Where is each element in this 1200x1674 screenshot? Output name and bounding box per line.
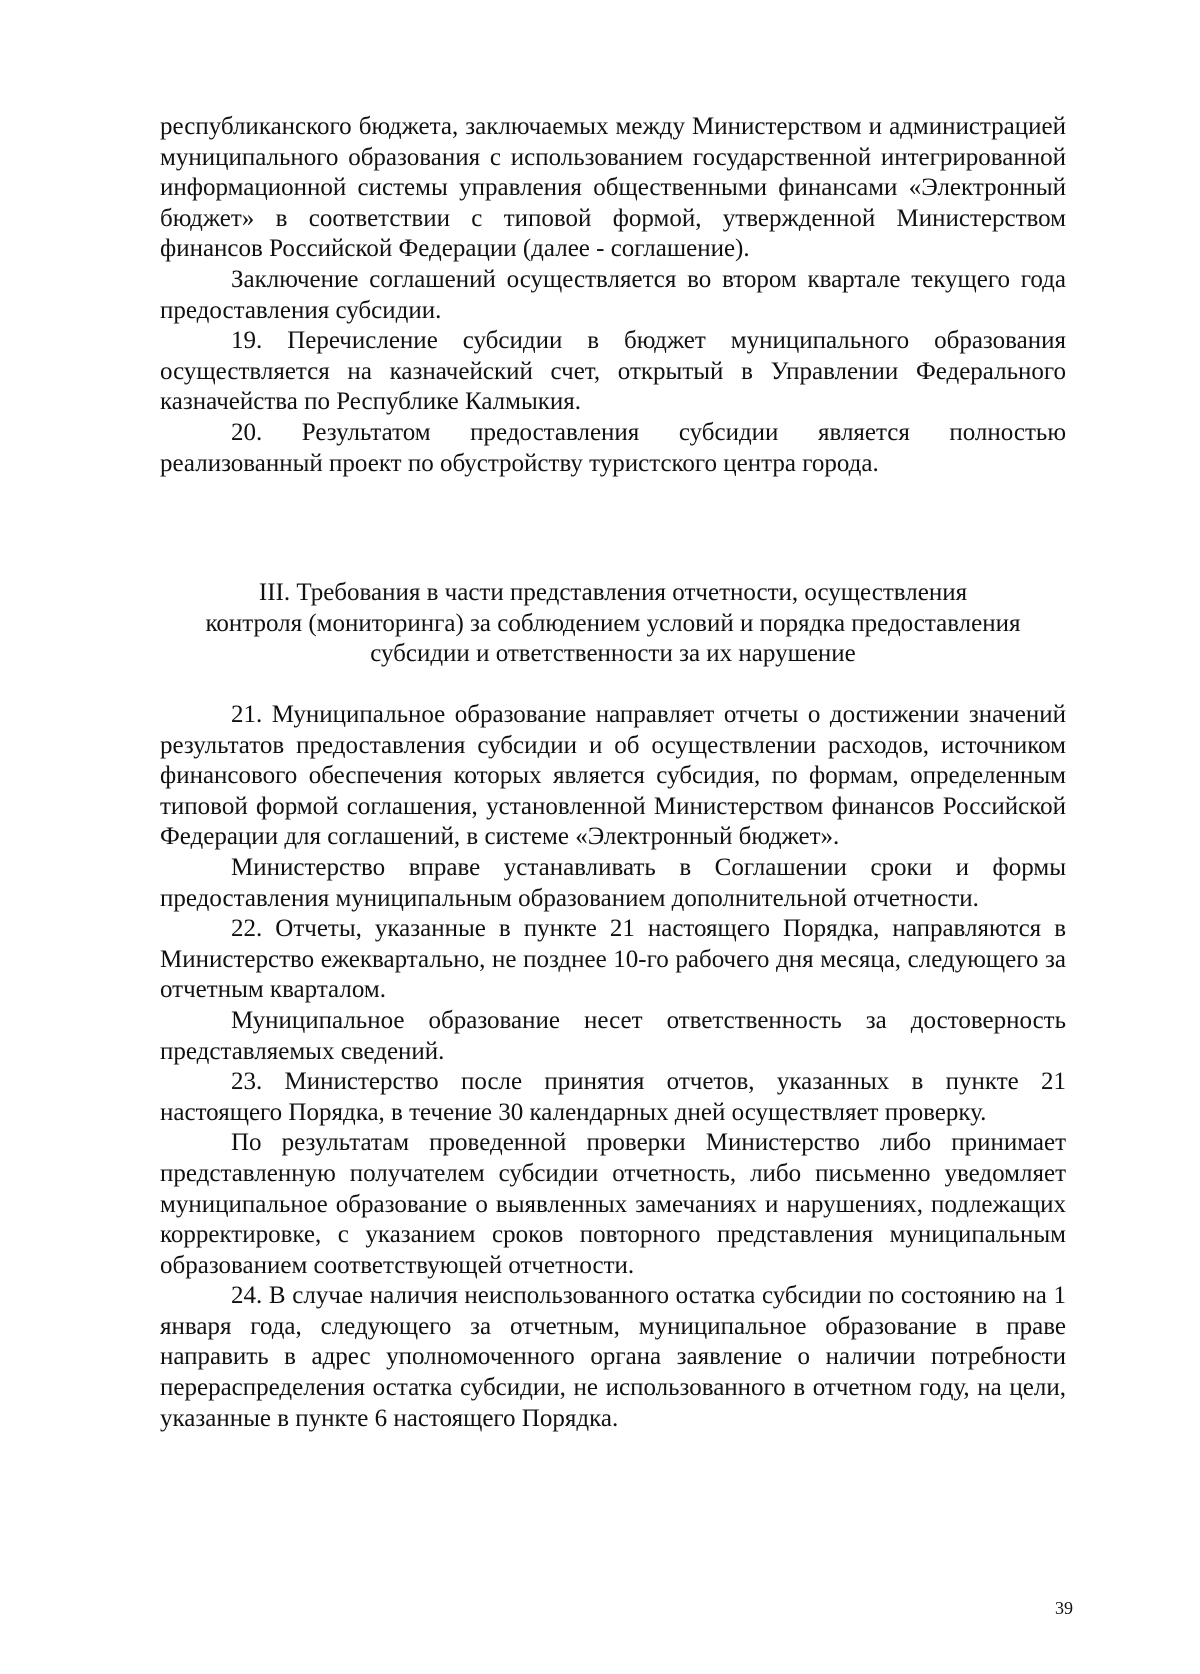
section-2-continuation (160, 112, 1066, 479)
section-3-body (160, 700, 1066, 1434)
paragraph-additional-reporting: Министерство вправе устанавливать в Соглашении сроки и формы предоставления муниципальным образованием дополнительной отчетности. (160, 853, 1066, 912)
paragraph-check-results: По результатам проведенной проверки Министерство либо принимает представленную получателем субсидии отчетность, либо письменно уведомляет муниципальное образование о выявленных замечаниях и нарушениях, подлежащих корректировке, с указанием сроков повторного представления муниципальным образованием соответствующей отчетности. (160, 1129, 1066, 1279)
paragraph-item-21: 21. Муниципальное образование направляет отчеты о достижении значений результатов предоставления субсидии и об осуществлении расходов, источником финансового обеспечения которых является субсидия, по формам, определенным типовой формой соглашения, установленной Министерством финансов Российской Федерации для соглашений, в системе «Электронный бюджет». (160, 701, 1066, 851)
heading-line: III. Требования в части представления отчетности, осуществления (258, 579, 968, 606)
paragraph-agreement-timing: Заключение соглашений осуществляется во втором квартале текущего года предоставления субсидии. (160, 265, 1066, 324)
paragraph-item-24: 24. В случае наличия неиспользованного остатка субсидии по состоянию на 1 января года, следующего за отчетным, муниципальное образование в праве направить в адрес уполномоченного органа заявление о наличии потребности перераспределения остатка субсидии, не использованного в отчетном году, на цели, указанные в пункте 6 настоящего Порядка. (160, 1282, 1066, 1432)
section-3-heading (160, 578, 1066, 670)
paragraph-item-22: 22. Отчеты, указанные в пункте 21 настоящего Порядка, направляются в Министерство ежеквартально, не позднее 10-го рабочего дня месяца, следующего за отчетным кварталом. (160, 915, 1066, 1004)
paragraph-agreement-tail: республиканского бюджета, заключаемых между Министерством и администрацией муниципального образования с использованием государственной интегрированной информационной системы управления общественными финансами «Электронный бюджет» в соответствии с типовой формой, утвержденной Министерством финансов Российской Федерации (далее - соглашение). (160, 113, 1066, 263)
page-number: 39 (1055, 1598, 1073, 1618)
paragraph-responsibility: Муниципальное образование несет ответственность за достоверность представляемых сведений. (160, 1006, 1066, 1065)
paragraph-item-23: 23. Министерство после принятия отчетов, указанных в пункте 21 настоящего Порядка, в течение 30 календарных дней осуществляет проверку. (160, 1068, 1066, 1126)
paragraph-item-19: 19. Перечисление субсидии в бюджет муниципального образования осуществляется на казначейский счет, открытый в Управлении Федерального казначейства по Республике Калмыкия. (160, 327, 1066, 416)
heading-line: субсидии и ответственности за их нарушение (370, 640, 856, 668)
heading-line: контроля (мониторинга) за соблюдением условий и порядка предоставления (205, 609, 1021, 637)
paragraph-item-20: 20. Результатом предоставления субсидии является полностью реализованный проект по обустройству туристского центра города. (160, 418, 1066, 477)
